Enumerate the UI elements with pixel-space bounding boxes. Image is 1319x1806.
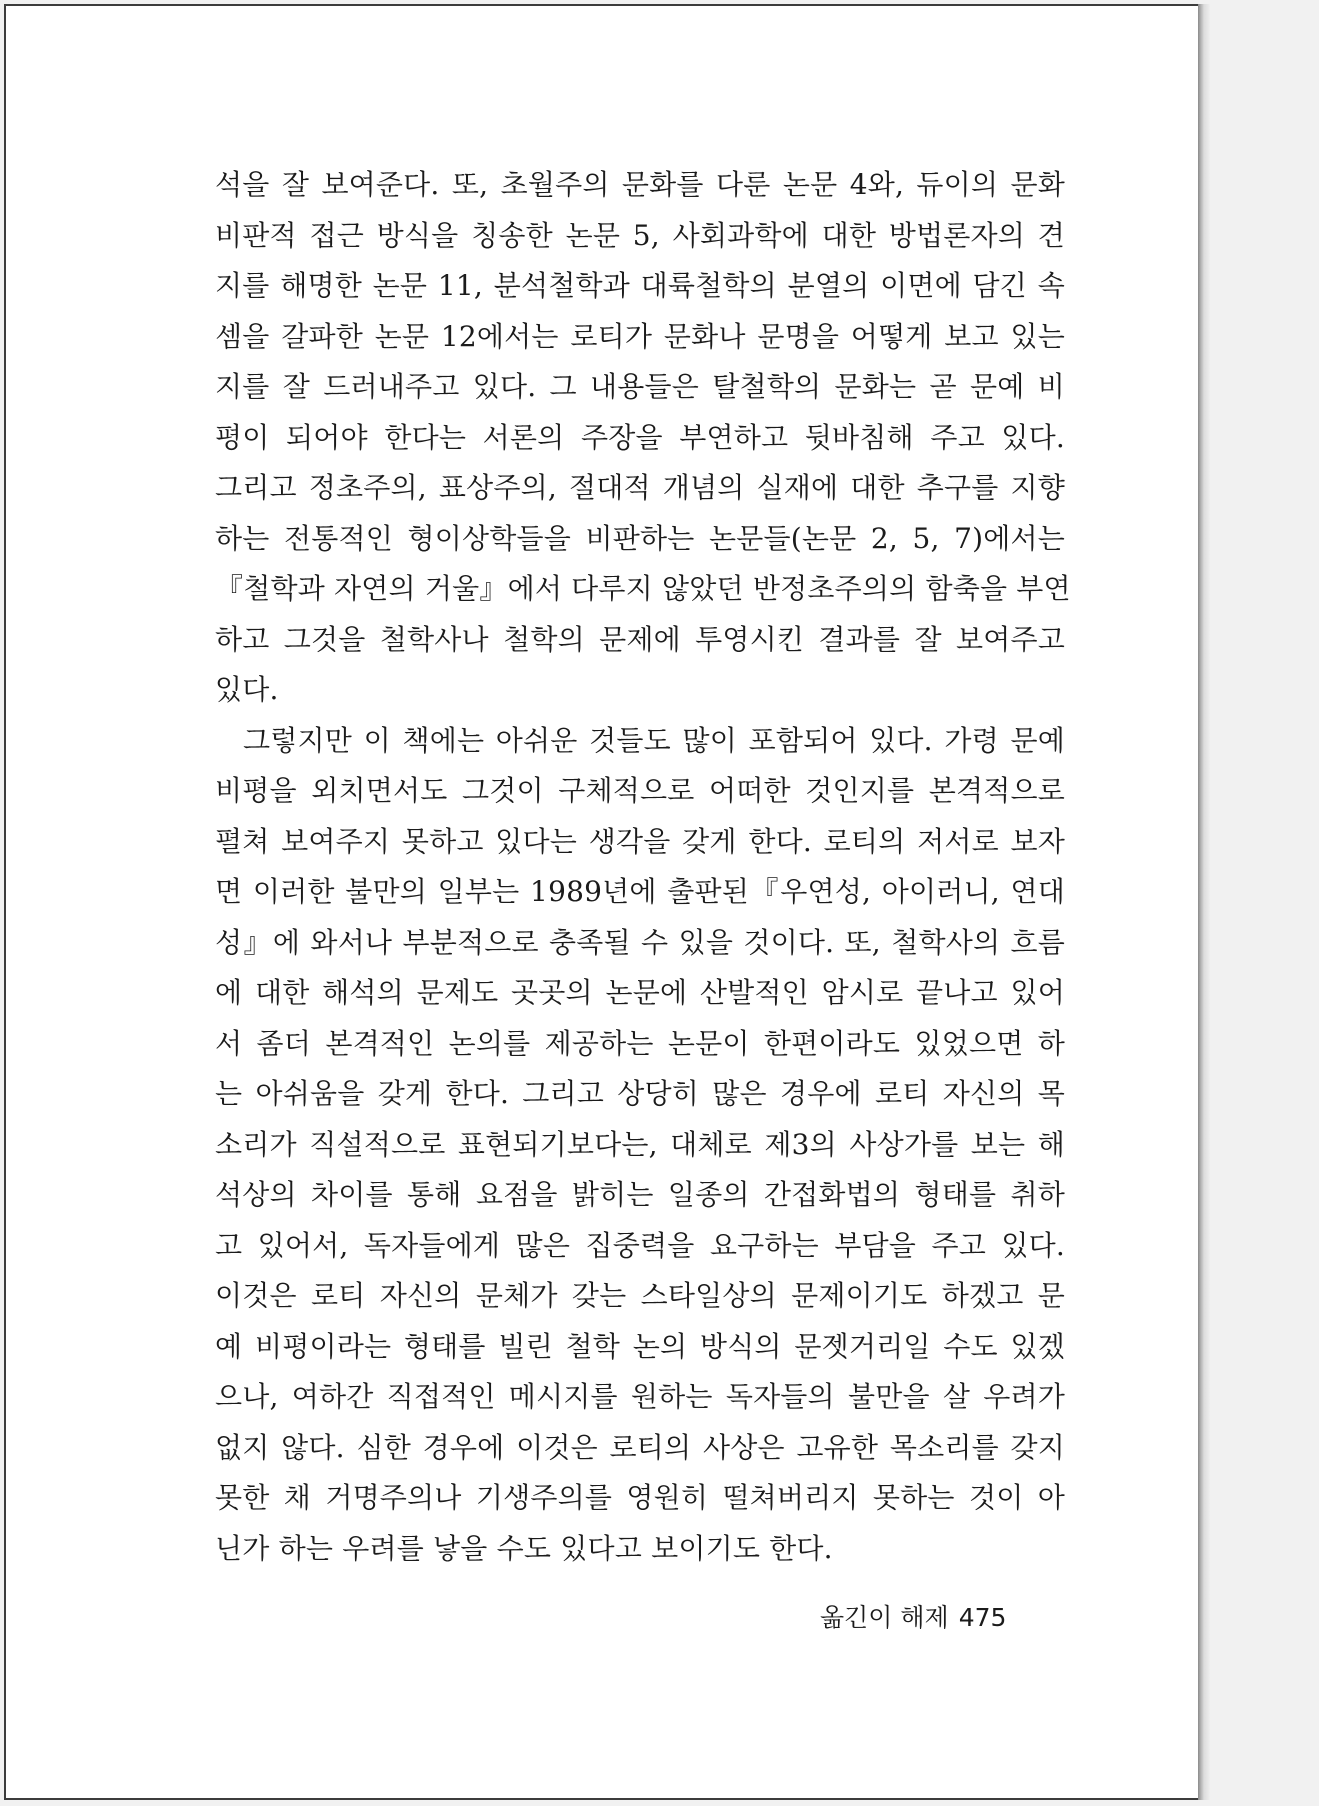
paragraph-end-line: 닌가 하는 우려를 낳을 수도 있다고 보이기도 한다. [215, 1531, 833, 1565]
text-line: 성』에 와서나 부분적으로 충족될 수 있을 것이다. 또, 철학사의 흐름 [215, 925, 1065, 959]
text-line: 예 비평이라는 형태를 빌린 철학 논의 방식의 문젯거리일 수도 있겠 [215, 1329, 1065, 1363]
text-line: 고 있어서, 독자들에게 많은 집중력을 요구하는 부담을 주고 있다. [215, 1228, 1065, 1262]
text-line: 에 대한 해석의 문제도 곳곳의 논문에 산발적인 암시로 끝나고 있어 [215, 976, 1065, 1009]
text-line: 셈을 갈파한 논문 12에서는 로티가 문화나 문명을 어떻게 보고 있는 [215, 319, 1065, 353]
paragraph-end-line: 있다. [215, 673, 279, 706]
text-line: 소리가 직설적으로 표현되기보다는, 대체로 제3의 사상가를 보는 해 [215, 1127, 1065, 1161]
text-line: 그리고 정초주의, 표상주의, 절대적 개념의 실재에 대한 추구를 지향 [215, 471, 1065, 504]
text-line: 비평을 외치면서도 그것이 구체적으로 어떠한 것인지를 본격적으로 [215, 774, 1065, 807]
text-line: 석상의 차이를 통해 요점을 밝히는 일종의 간접화법의 형태를 취하 [215, 1178, 1065, 1211]
text-line: 평이 되어야 한다는 서론의 주장을 부연하고 뒷바침해 주고 있다. [215, 420, 1065, 454]
text-line: 못한 채 거명주의나 기생주의를 영원히 떨쳐버리지 못하는 것이 아 [215, 1481, 1065, 1514]
text-line: 지를 해명한 논문 11, 분석철학과 대륙철학의 분열의 이면에 담긴 속 [215, 269, 1065, 302]
page-edge-shadow [1198, 4, 1210, 1800]
text-line: 으나, 여하간 직접적인 메시지를 원하는 독자들의 불만을 살 우려가 [215, 1380, 1065, 1413]
paragraph-start-line: 그렇지만 이 책에는 아쉬운 것들도 많이 포함되어 있다. 가령 문예 [243, 723, 1065, 757]
text-line: 펼쳐 보여주지 못하고 있다는 생각을 갖게 한다. 로티의 저서로 보자 [215, 824, 1065, 858]
text-line: 하고 그것을 철학사나 철학의 문제에 투영시킨 결과를 잘 보여주고 [215, 622, 1065, 656]
text-line: 는 아쉬움을 갖게 한다. 그리고 상당히 많은 경우에 로티 자신의 목 [215, 1077, 1065, 1110]
footer-section-title: 옮긴이 해제 [820, 1603, 949, 1632]
body-text [215, 160, 1071, 1574]
page-number: 475 [958, 1603, 1007, 1632]
text-line: 지를 잘 드러내주고 있다. 그 내용들은 탈철학의 문화는 곧 문예 비 [215, 370, 1065, 403]
text-line: 이것은 로티 자신의 문체가 갖는 스타일상의 문제이기도 하겠고 문 [215, 1279, 1065, 1312]
text-line: 없지 않다. 심한 경우에 이것은 로티의 사상은 고유한 목소리를 갖지 [215, 1430, 1065, 1464]
text-line: 석을 잘 보여준다. 또, 초월주의 문화를 다룬 논문 4와, 듀이의 문화 [215, 168, 1065, 201]
text-line: 하는 전통적인 형이상학들을 비판하는 논문들(논문 2, 5, 7)에서는 [215, 521, 1065, 555]
text-line: 서 좀더 본격적인 논의를 제공하는 논문이 한편이라도 있었으면 하 [215, 1026, 1065, 1060]
text-line: 비판적 접근 방식을 칭송한 논문 5, 사회과학에 대한 방법론자의 견 [215, 218, 1065, 252]
text-line: 『철학과 자연의 거울』에서 다루지 않았던 반정초주의의 함축을 부연 [215, 572, 1071, 605]
running-footer [820, 1598, 1120, 1638]
text-line: 면 이러한 불만의 일부는 1989년에 출판된『우연성, 아이러니, 연대 [215, 875, 1065, 908]
